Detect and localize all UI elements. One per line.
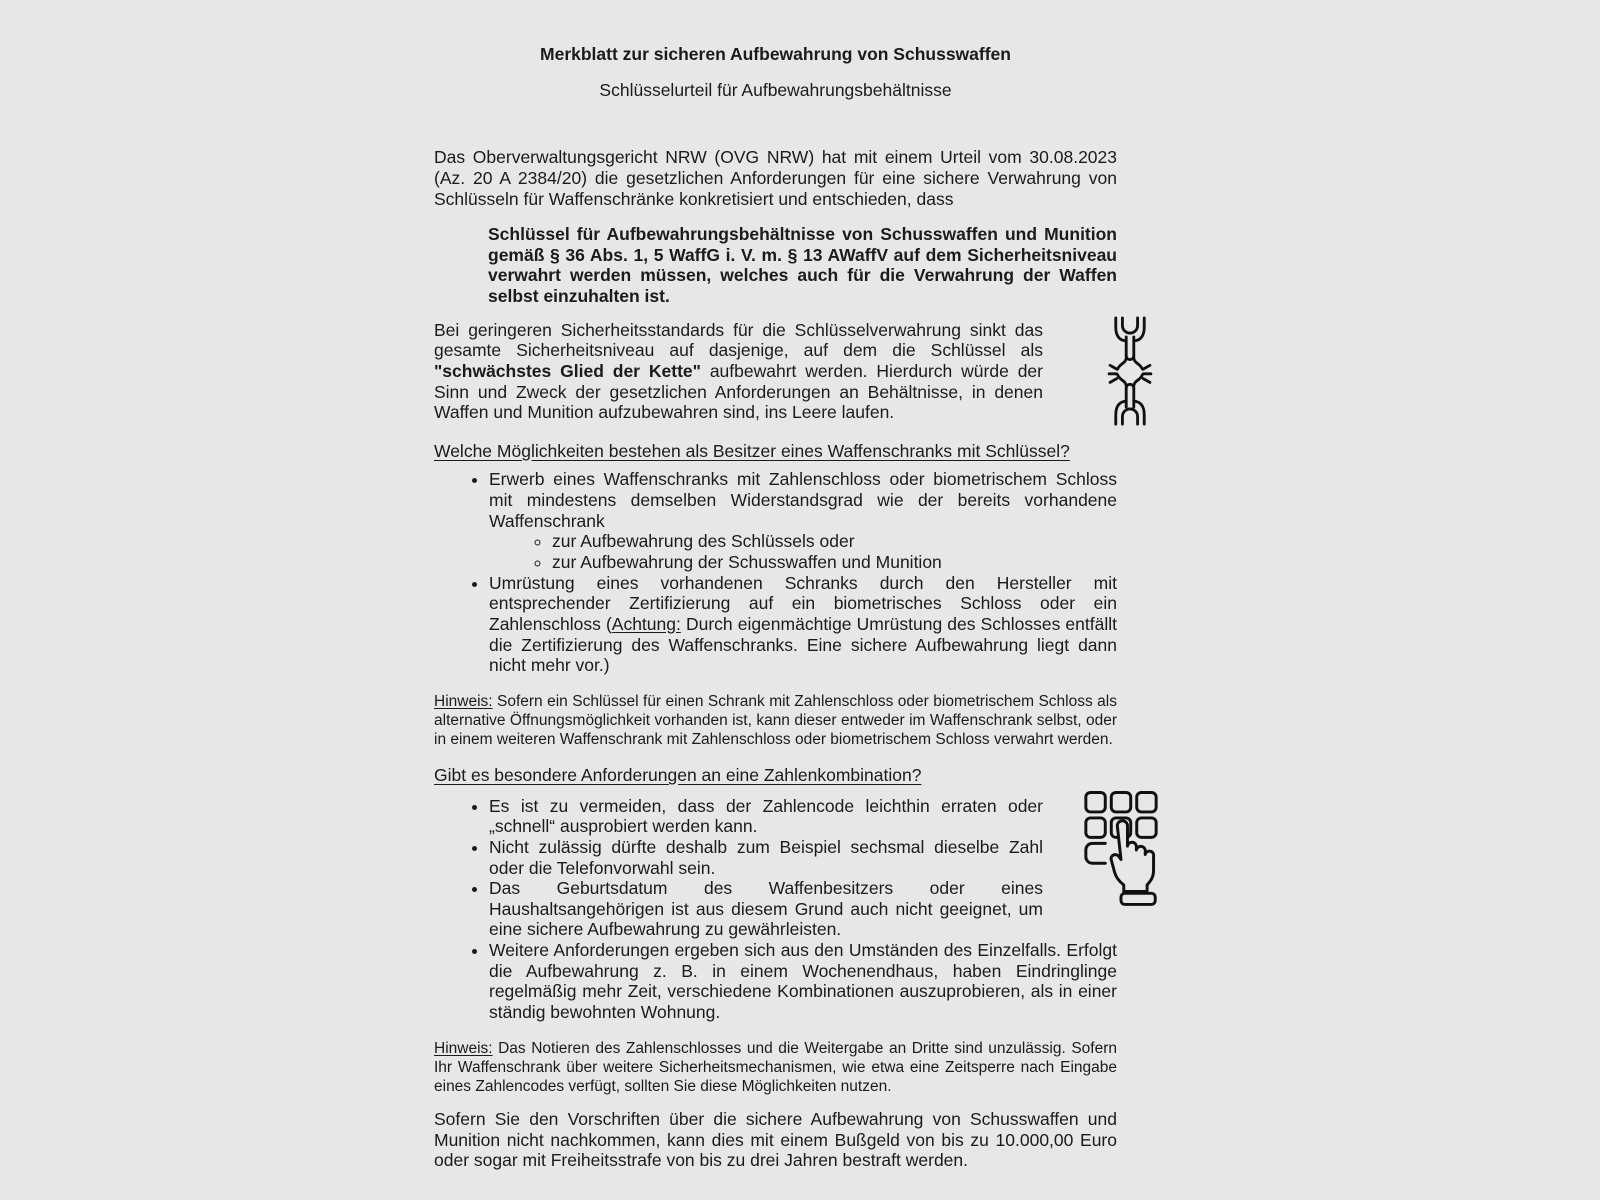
weakest-link-pre: Bei geringeren Sicherheitsstandards für die Schlüsselverwahrung sinkt das gesamte Sicherheitsniveau auf dasjenige, auf dem die Schlüssel als xyxy=(434,319,1043,361)
list-item: • Es ist zu vermeiden, dass der Zahlencode leichthin erraten oder „schnell“ ausprobiert werden kann. xyxy=(489,796,1117,837)
combination-list xyxy=(434,796,1117,1023)
paragraph-court-ruling: Schlüssel für Aufbewahrungsbehältnisse von Schusswaffen und Munition gemäß § 36 Abs. 1, 5 WaffG i. V. m. § 13 AWaffV auf dem Sicherheitsniveau verwahrt werden müssen, welches auch für die Verwahrung der Waffen selbst einzuhalten ist. xyxy=(488,224,1117,307)
note-text: Sofern ein Schlüssel für einen Schrank mit Zahlenschloss oder biometrischem Schloss als alternative Öffnungsmöglichkeit vorhanden ist, kann dieser entweder im Waffenschrank selbst, oder in einem weiteren Waffenschrank mit Zahlenschloss oder biometrischem Schloss verwahrt werden. xyxy=(434,692,1117,748)
keypad-press-icon xyxy=(1043,796,1117,930)
options-list xyxy=(434,469,1117,675)
list-item: • Das Geburtsdatum des Waffenbesitzers oder eines Haushaltsangehörigen ist aus diesem Grund auch nicht geeignet, um eine sichere Aufbewahrung zu gewährleisten. xyxy=(489,878,1117,940)
list-item xyxy=(489,469,1117,572)
list-item-text: Umrüstung eines vorhandenen Schranks durch den Hersteller mit entsprechender Zertifizierung auf ein biometrisches Schloss oder ein Zahlenschloss ( xyxy=(489,572,1117,634)
options-sublist xyxy=(489,531,1117,572)
list-item: • Weitere Anforderungen ergeben sich aus den Umständen des Einzelfalls. Erfolgt die Aufbewahrung z. B. in einem Wochenendhaus, haben Eindringlinge regelmäßig mehr Zeit, verschiedene Kombinationen auszuprobieren, als in einer ständig bewohnten Wohnung. xyxy=(489,940,1117,1023)
section-heading-options: Welche Möglichkeiten bestehen als Besitzer eines Waffenschranks mit Schlüssel? xyxy=(434,440,1070,461)
note-text: Das Notieren des Zahlenschlosses und die Weitergabe an Dritte sind unzulässig. Sofern Ihr Waffenschrank über weitere Sicherheitsmechanismen, wie etwa eine Zeitsperre nach Eingabe eines Zahlencodes verfügt, sollten Sie diese Möglichkeiten nutzen. xyxy=(434,1039,1117,1095)
hinweis-label: Hinweis: xyxy=(434,1039,493,1057)
list-item: • Nicht zulässig dürfte deshalb zum Beispiel sechsmal dieselbe Zahl oder die Telefonvorwahl sein. xyxy=(489,837,1117,878)
section-heading-combination: Gibt es besondere Anforderungen an eine Zahlenkombination? xyxy=(434,765,922,785)
achtung-label: Achtung: xyxy=(611,613,681,634)
broken-chain-icon xyxy=(1043,320,1117,424)
paragraph-closing-penalty: Sofern Sie den Vorschriften über die sichere Aufbewahrung von Schusswaffen und Munition nicht nachkommen, kann dies mit einem Bußgeld von bis zu 10.000,00 Euro oder sogar mit Freiheitsstrafe von bis zu drei Jahren bestraft werden. xyxy=(434,1108,1117,1171)
hinweis-label: Hinweis: xyxy=(434,692,493,710)
page-title: Merkblatt zur sicheren Aufbewahrung von Schusswaffen xyxy=(540,44,1011,64)
page-subtitle: Schlüsselurteil für Aufbewahrungsbehältnisse xyxy=(599,79,952,100)
note-paragraph-1 xyxy=(434,692,1117,749)
list-item-text: Erwerb eines Waffenschranks mit Zahlenschloss oder biometrischem Schloss mit mindestens demselben Widerstandsgrad wie der bereits vorhandene Waffenschrank xyxy=(489,469,1117,531)
weakest-link-bold: "schwächstes Glied der Kette" xyxy=(434,361,701,382)
paragraph-intro: Das Oberverwaltungsgericht NRW (OVG NRW) hat mit einem Urteil vom 30.08.2023 (Az. 20 A 2384/20) die gesetzlichen Anforderungen für eine sichere Verwahrung von Schlüsseln für Waffenschränke konkretisiert und entschieden, dass xyxy=(434,147,1117,209)
combination-block xyxy=(434,796,1117,1039)
list-item: ◦ zur Aufbewahrung des Schlüssels oder xyxy=(552,531,1117,552)
weakest-link-post: aufbewahrt werden. Hierdurch würde der Sinn und Zweck der gesetzlichen Anforderungen an Behältnisse, in denen Waffen und Munition aufzubewahren sind, ins Leere laufen. xyxy=(434,361,1043,423)
weakest-link-block xyxy=(434,320,1117,424)
document-page xyxy=(434,44,1117,1186)
paragraph-weakest-link xyxy=(434,320,1117,423)
list-item xyxy=(489,573,1117,676)
note-paragraph-2 xyxy=(434,1039,1117,1096)
list-item-text: Durch eigenmächtige Umrüstung des Schlosses entfällt die Zertifizierung des Waffenschranks. Eine sichere Aufbewahrung liegt dann nicht mehr vor.) xyxy=(489,613,1117,676)
list-item: ◦ zur Aufbewahrung der Schusswaffen und Munition xyxy=(552,552,1117,573)
